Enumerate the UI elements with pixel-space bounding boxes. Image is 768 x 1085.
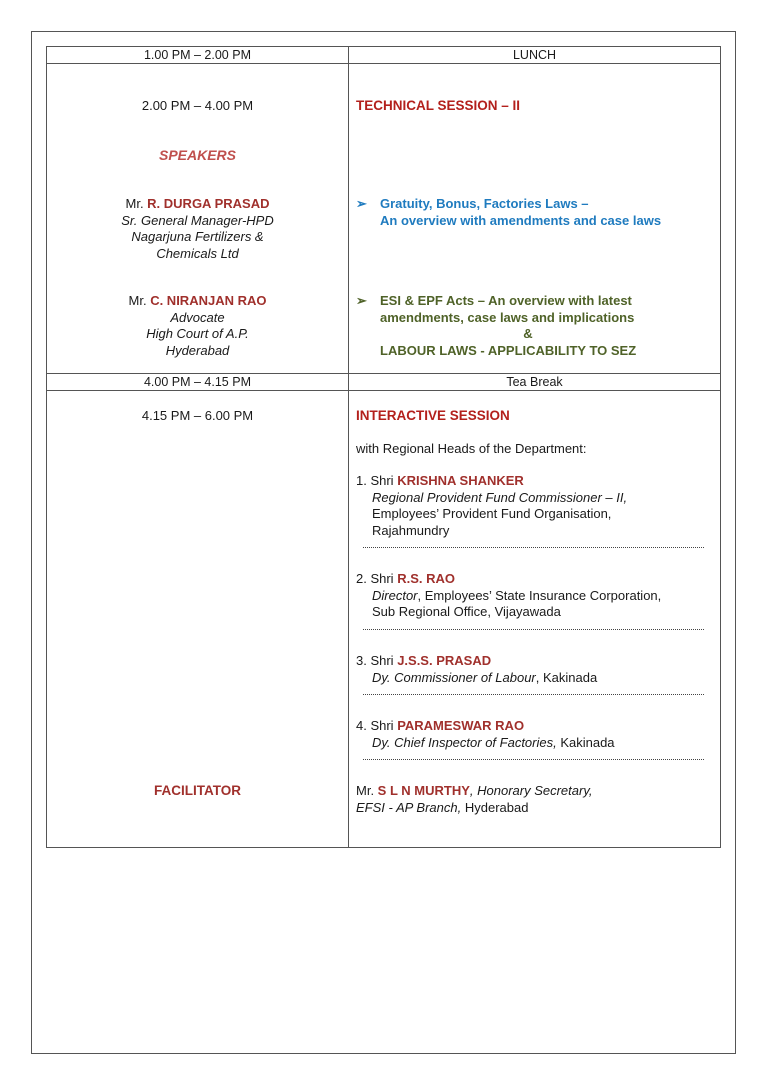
speaker2-prefix: Mr.	[128, 293, 151, 308]
facilitator-prefix: Mr.	[356, 783, 378, 798]
head-4-num: 4. Shri	[356, 718, 398, 733]
session2-right	[349, 64, 720, 373]
facilitator-city: Hyderabad	[461, 799, 529, 815]
lunch-label: LUNCH	[512, 48, 557, 62]
speaker1-prefix: Mr.	[125, 196, 148, 211]
topic2-line3: LABOUR LAWS - APPLICABILITY TO SEZ	[380, 342, 637, 358]
facilitator-org: EFSI - AP Branch,	[356, 799, 462, 815]
arrow-bullet-icon: ➢	[356, 293, 367, 308]
speaker2-title: Advocate	[170, 309, 225, 325]
arrow-bullet-icon: ➢	[356, 196, 367, 211]
facilitator	[356, 783, 720, 816]
lunch-time: 1.00 PM – 2.00 PM	[47, 47, 349, 63]
session2-time: 2.00 PM – 4.00 PM	[141, 98, 254, 113]
head-2-num: 2. Shri	[356, 571, 398, 586]
topic2-line1: ESI & EPF Acts – An overview with latest	[380, 293, 632, 308]
speaker2-org1: High Court of A.P.	[146, 326, 249, 341]
tea-row	[47, 374, 720, 391]
head-1-city: Rajahmundry	[372, 522, 450, 538]
interactive-right	[349, 391, 720, 847]
topic2	[356, 293, 676, 359]
head-2-title: Director	[372, 587, 418, 603]
topic2-amp: &	[523, 326, 533, 341]
head-1-title: Regional Provident Fund Commissioner – II,	[372, 489, 628, 505]
head-4-name: PARAMESWAR RAO	[397, 718, 525, 733]
facilitator-name: S L N MURTHY	[377, 783, 470, 798]
interactive-title: INTERACTIVE SESSION	[356, 408, 510, 423]
tea-time: 4.00 PM – 4.15 PM	[47, 374, 349, 390]
head-2-org: , Employees’ State Insurance Corporation,	[417, 587, 662, 603]
head-1	[356, 473, 720, 548]
tea-label: Tea Break	[506, 375, 563, 389]
lunch-row	[47, 47, 720, 64]
head-4-city: Kakinada	[556, 734, 615, 750]
facilitator-heading: FACILITATOR	[154, 783, 241, 798]
interactive-time: 4.15 PM – 6.00 PM	[141, 408, 254, 423]
head-1-num: 1. Shri	[356, 473, 398, 488]
head-3-num: 3. Shri	[356, 653, 398, 668]
interactive-intro: with Regional Heads of the Department:	[356, 441, 587, 456]
session2-row	[47, 64, 720, 374]
head-2	[356, 571, 720, 630]
head-1-org: Employees’ Provident Fund Organisation,	[372, 506, 612, 521]
speakers-heading: SPEAKERS	[158, 147, 237, 163]
head-3	[356, 653, 720, 695]
speaker1-name: R. DURGA PRASAD	[147, 196, 270, 211]
dotted-separator	[363, 621, 704, 630]
schedule-table	[46, 46, 721, 848]
speaker2-org2: Hyderabad	[165, 342, 230, 358]
head-2-office: Sub Regional Office, Vijayawada	[372, 604, 561, 619]
speaker1-org1: Nagarjuna Fertilizers &	[131, 229, 264, 244]
topic2-line2: amendments, case laws and implications	[380, 309, 635, 325]
dotted-separator	[363, 539, 704, 548]
interactive-row	[47, 391, 720, 847]
interactive-left	[47, 391, 349, 847]
topic1-line1: Gratuity, Bonus, Factories Laws –	[380, 196, 589, 211]
dotted-separator	[363, 686, 704, 695]
topic1-line2: An overview with amendments and case laws	[380, 212, 662, 228]
speaker2	[47, 293, 348, 359]
topic1	[356, 196, 661, 229]
dotted-separator	[363, 751, 704, 760]
head-3-name: J.S.S. PRASAD	[397, 653, 492, 668]
head-3-city: , Kakinada	[535, 669, 598, 685]
speaker2-name: C. NIRANJAN RAO	[150, 293, 267, 308]
head-2-name: R.S. RAO	[397, 571, 455, 586]
speaker1-org2: Chemicals Ltd	[156, 245, 239, 261]
head-4	[356, 718, 720, 760]
head-3-title: Dy. Commissioner of Labour	[372, 669, 536, 685]
session2-title: TECHNICAL SESSION – II	[356, 98, 521, 113]
facilitator-title: , Honorary Secretary,	[469, 783, 593, 798]
head-4-title: Dy. Chief Inspector of Factories,	[372, 734, 557, 750]
speaker1-title: Sr. General Manager-HPD	[121, 212, 274, 228]
head-1-name: KRISHNA SHANKER	[397, 473, 524, 488]
session2-left	[47, 64, 349, 373]
speaker1	[47, 196, 348, 262]
